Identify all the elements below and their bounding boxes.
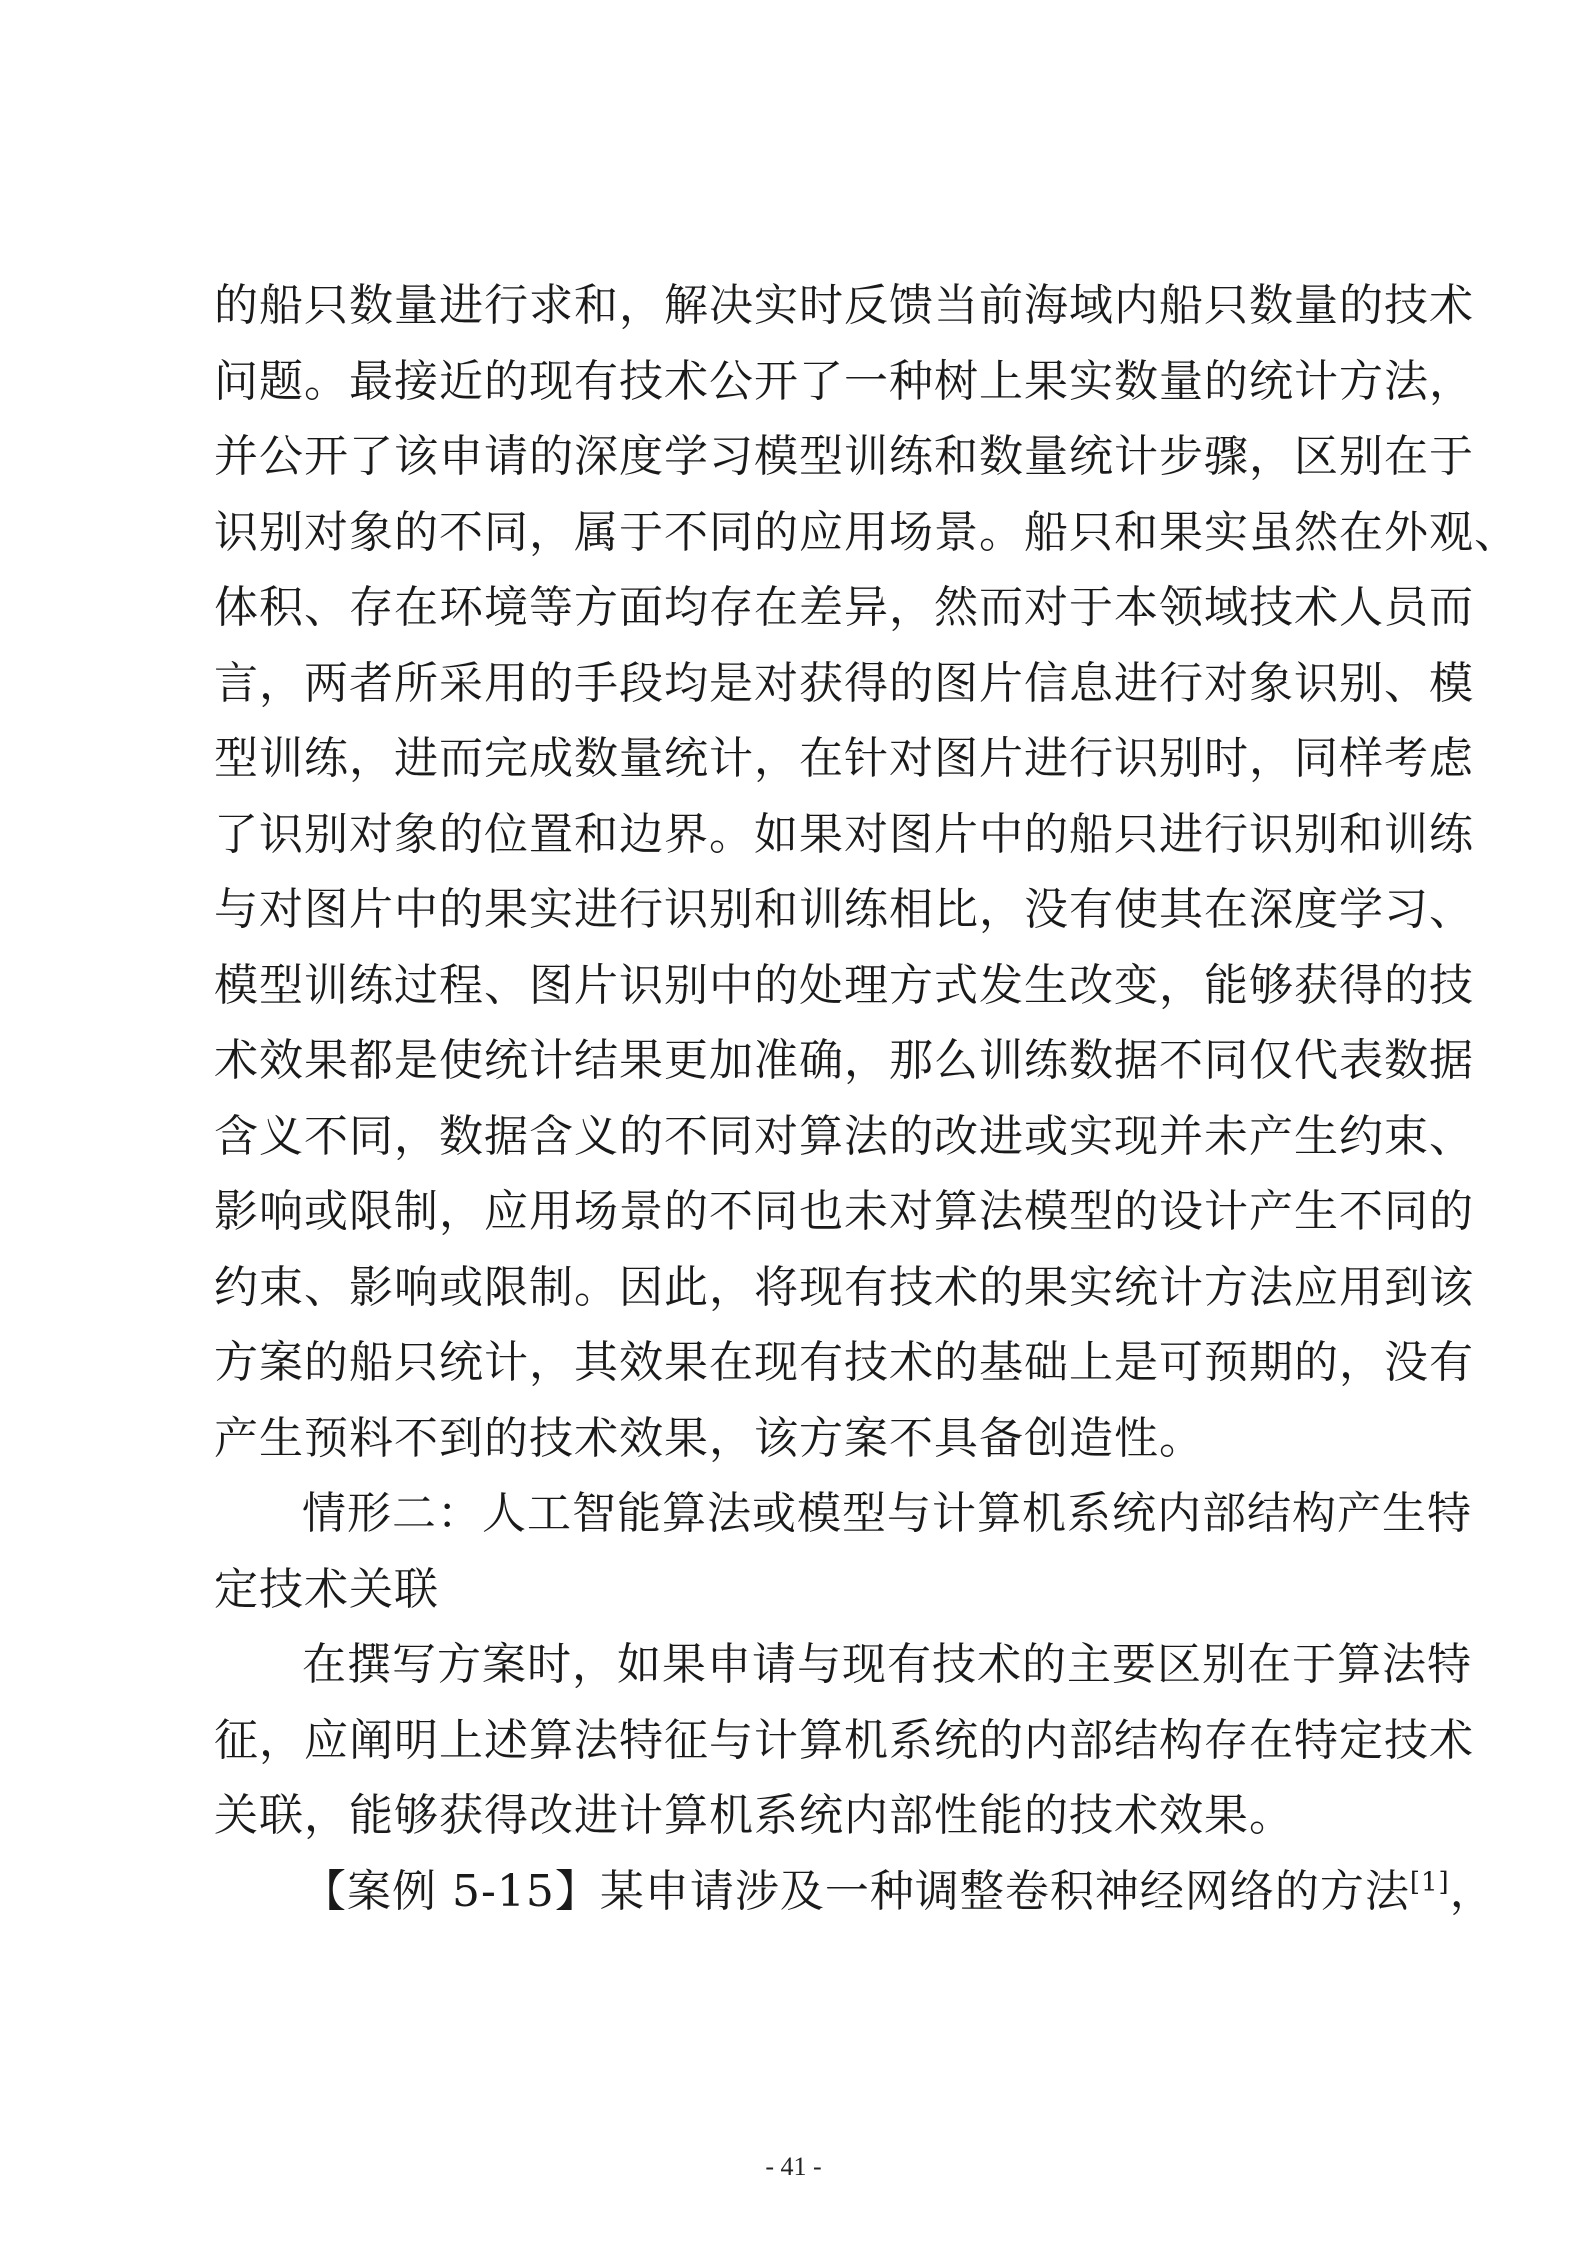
text-line: 征，应阐明上述算法特征与计算机系统的内部结构存在特定技术: [214, 1714, 1474, 1766]
text-line: 产生预料不到的技术效果，该方案不具备创造性。: [214, 1412, 1204, 1464]
text-line: 了识别对象的位置和边界。如果对图片中的船只进行识别和训练: [214, 808, 1474, 860]
section-heading: [214, 1476, 1472, 1627]
document-body: [214, 268, 1519, 1929]
text-line: 言，两者所采用的手段均是对获得的图片信息进行对象识别、模: [214, 657, 1474, 709]
page-number: - 41 -: [765, 2152, 822, 2181]
text-line: 问题。最接近的现有技术公开了一种树上果实数量的统计方法，: [214, 355, 1474, 407]
text-line: 约束、影响或限制。因此，将现有技术的果实统计方法应用到该: [214, 1261, 1474, 1313]
text-line: 在撰写方案时，如果申请与现有技术的主要区别在于算法特: [302, 1639, 1472, 1690]
heading-line: 定技术关联: [214, 1563, 439, 1615]
text-line: 体积、存在环境等方面均存在差异，然而对于本领域技术人员而: [214, 582, 1474, 633]
text-line: 与对图片中的果实进行识别和训练相比，没有使其在深度学习、: [214, 884, 1474, 935]
text-line: 关联，能够获得改进计算机系统内部性能的技术效果。: [214, 1790, 1294, 1841]
citation-marker[interactable]: [1]: [1409, 1866, 1450, 1897]
text-line: 含义不同，数据含义的不同对算法的改进或实现并未产生约束、: [214, 1110, 1474, 1162]
text-line: 影响或限制，应用场景的不同也未对算法模型的设计产生不同的: [214, 1186, 1474, 1237]
case-paragraph: [214, 1854, 1495, 1930]
heading-line: 情形二：人工智能算法或模型与计算机系统内部结构产生特: [302, 1488, 1472, 1539]
text-line: 模型训练过程、图片识别中的处理方式发生改变，能够获得的技: [214, 959, 1474, 1011]
text-line: 并公开了该申请的深度学习模型训练和数量统计步骤，区别在于: [214, 431, 1474, 482]
case-trailing: ，: [1449, 1865, 1495, 1917]
text-line: 术效果都是使统计结果更加准确，那么训练数据不同仅代表数据: [214, 1035, 1474, 1086]
text-line: 型训练，进而完成数量统计，在针对图片进行识别时，同样考虑: [214, 733, 1474, 784]
text-line: 的船只数量进行求和，解决实时反馈当前海域内船只数量的技术: [214, 280, 1474, 331]
text-line: 识别对象的不同，属于不同的应用场景。船只和果实虽然在外观、: [214, 506, 1519, 558]
paragraph-1: [214, 268, 1519, 1476]
paragraph-2: [214, 1627, 1474, 1854]
case-line: [214, 1854, 1495, 1930]
text-line: 方案的船只统计，其效果在现有技术的基础上是可预期的，没有: [214, 1337, 1474, 1388]
case-text: 【案例 5-15】某申请涉及一种调整卷积神经网络的方法: [302, 1865, 1410, 1917]
